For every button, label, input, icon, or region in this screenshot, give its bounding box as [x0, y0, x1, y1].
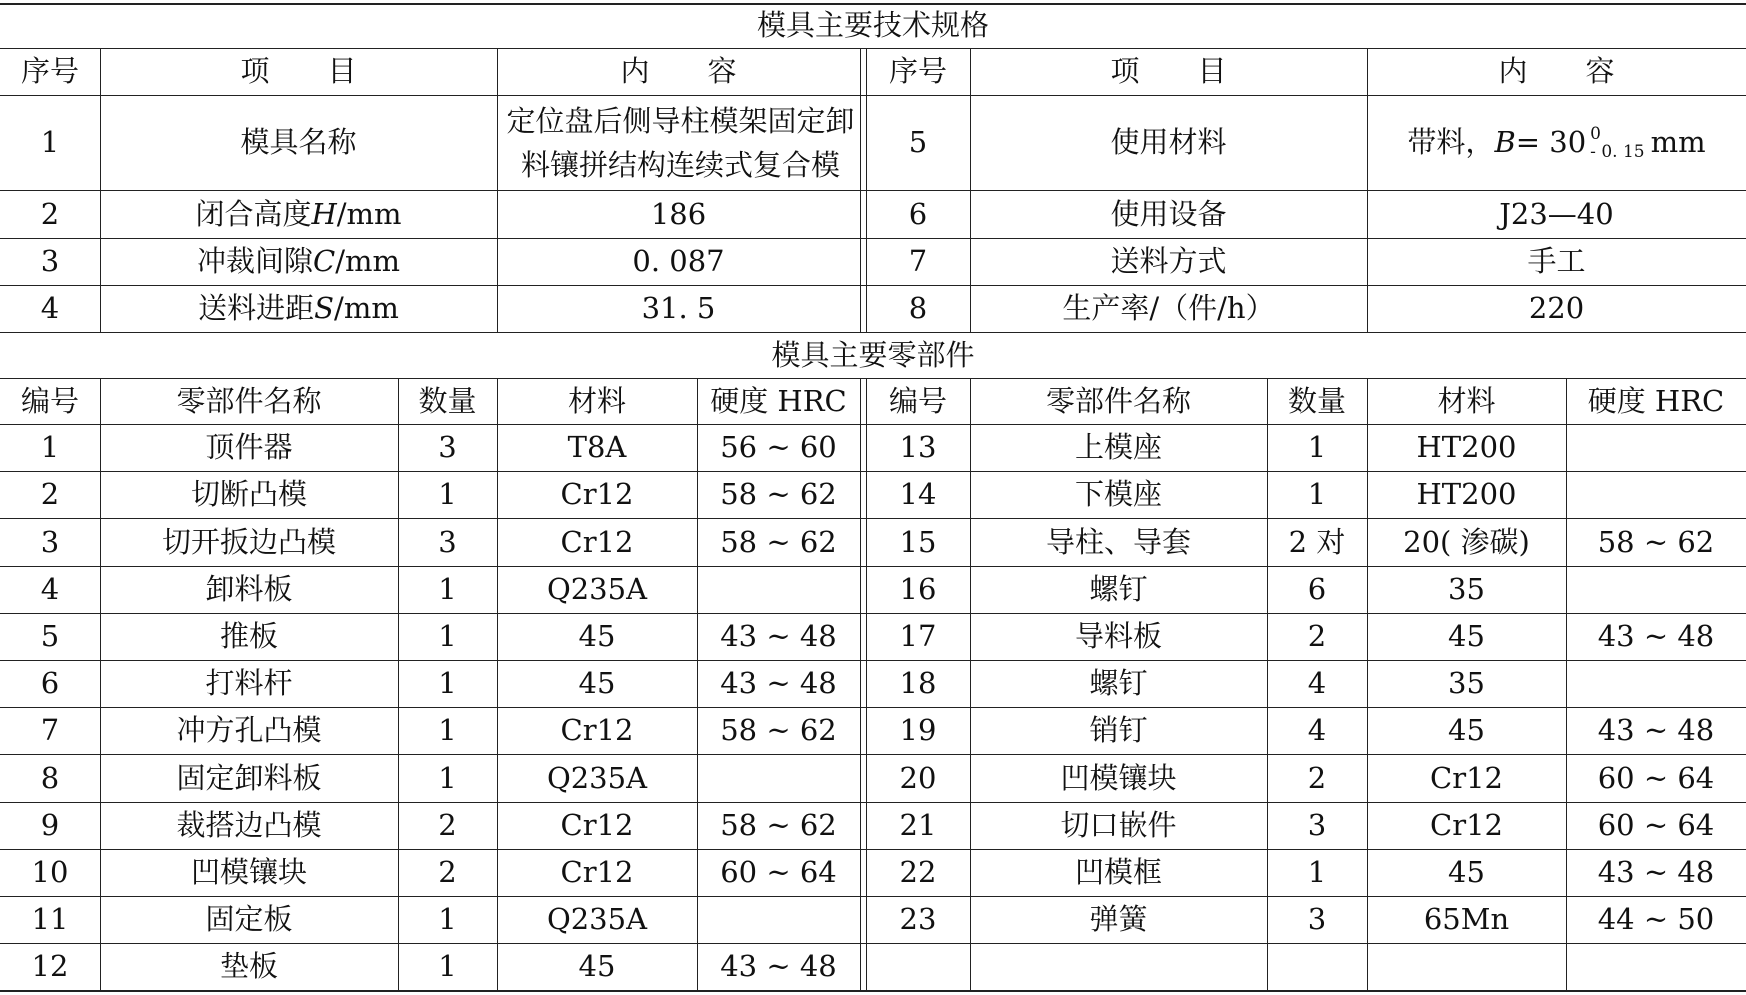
part-material: Cr12	[1430, 808, 1503, 842]
part-material: Cr12	[560, 713, 634, 747]
part-name: 凹模镶块	[190, 855, 307, 889]
part-qty: 3	[438, 524, 457, 559]
part-hardness	[697, 896, 860, 943]
spec-row-no: 8	[908, 291, 928, 325]
part-name	[970, 943, 1267, 990]
spec-row-no: 2	[40, 196, 60, 231]
part-no: 20	[899, 760, 937, 795]
spec-header-content-right: 内 容	[1498, 54, 1615, 88]
part-no: 10	[31, 855, 69, 889]
parts-header-no-right: 编号	[888, 383, 947, 418]
part-name: 上模座	[1074, 430, 1162, 464]
rule-line	[0, 990, 1746, 992]
content-line: 定位盘后侧导柱模架固定卸	[506, 103, 855, 138]
spec-row-no: 3	[40, 244, 60, 278]
part-no: 8	[40, 760, 60, 795]
part-name: 凹模框	[1074, 855, 1162, 889]
part-hardness: 58 ~ 62	[720, 713, 837, 747]
part-material: HT200	[1416, 430, 1517, 464]
part-name: 冲方孔凸模	[176, 713, 322, 747]
part-material: Q235A	[546, 902, 648, 936]
part-material: 45	[578, 666, 616, 700]
part-no	[866, 943, 970, 990]
part-no: 1	[40, 430, 60, 464]
part-name: 裁搭边凸模	[176, 808, 322, 842]
part-hardness: 58 ~ 62	[1597, 524, 1715, 559]
part-name: 销钉	[1089, 713, 1148, 747]
spec-row-item: 生产率/（件/h）	[1062, 291, 1275, 325]
content-line: 料镶拼结构连续式复合模	[520, 147, 840, 182]
item-unit: /mm	[335, 244, 400, 278]
part-no: 23	[899, 902, 937, 936]
spec-row-item	[100, 238, 497, 285]
tolerance-lower: - 0. 15	[1590, 141, 1645, 162]
parts-header-name-right: 零部件名称	[1045, 383, 1191, 418]
part-qty: 3	[1307, 808, 1327, 842]
part-name: 切开扳边凸模	[161, 524, 336, 559]
part-qty: 1	[438, 760, 457, 795]
part-hardness: 43 ~ 48	[1597, 619, 1715, 653]
part-qty: 4	[1307, 713, 1327, 747]
part-no: 15	[899, 524, 937, 559]
part-material: 65Mn	[1423, 902, 1510, 936]
part-hardness: 43 ~ 48	[1597, 855, 1715, 889]
parts-header-material-right: 材料	[1437, 383, 1496, 418]
part-material: Cr12	[560, 477, 634, 511]
part-material: 45	[1448, 619, 1485, 653]
spec-row-item: 使用设备	[1110, 196, 1227, 231]
part-qty: 1	[438, 949, 457, 983]
parts-header-material: 材料	[567, 383, 626, 418]
part-hardness	[1566, 660, 1746, 707]
part-name: 切断凸模	[190, 477, 307, 511]
part-hardness: 44 ~ 50	[1597, 902, 1715, 936]
item-label: 冲裁间隙	[197, 244, 314, 278]
part-material: 45	[578, 949, 616, 983]
part-no: 18	[899, 666, 937, 700]
spec-row-item	[100, 190, 497, 238]
part-name: 打料杆	[205, 666, 293, 700]
part-no: 19	[899, 713, 937, 747]
part-hardness: 43 ~ 48	[720, 949, 837, 983]
part-material: HT200	[1416, 477, 1517, 511]
part-hardness: 58 ~ 62	[720, 808, 837, 842]
item-unit: /mm	[336, 196, 402, 231]
part-name: 卸料板	[205, 572, 293, 606]
part-material: Cr12	[560, 855, 634, 889]
part-qty: 2 对	[1288, 524, 1346, 559]
spec-row-item: 使用材料	[1110, 125, 1227, 159]
part-qty: 1	[438, 666, 457, 700]
part-name: 凹模镶块	[1060, 760, 1177, 795]
part-material: 35	[1448, 572, 1485, 606]
part-qty: 1	[1307, 430, 1327, 464]
spec-row-content: J23—40	[1499, 196, 1614, 231]
part-qty: 6	[1307, 572, 1327, 606]
part-qty: 1	[1307, 477, 1327, 511]
item-variable: C	[313, 244, 336, 278]
part-name: 垫板	[219, 949, 278, 983]
part-no: 5	[40, 619, 60, 653]
spec-row-item: 模具名称	[240, 125, 357, 159]
part-no: 21	[899, 808, 937, 842]
part-material: Cr12	[560, 808, 634, 842]
part-material: 45	[1448, 855, 1485, 889]
part-qty: 1	[1307, 855, 1327, 889]
part-material: 20( 渗碳)	[1403, 524, 1530, 559]
part-no: 14	[899, 477, 937, 511]
part-hardness	[1566, 424, 1746, 471]
part-name: 螺钉	[1089, 666, 1148, 700]
part-material: 35	[1448, 666, 1485, 700]
spec-row-content	[1367, 95, 1746, 190]
part-hardness: 60 ~ 64	[1597, 760, 1715, 795]
spec-row-content: 31. 5	[641, 291, 716, 325]
part-hardness: 58 ~ 62	[720, 524, 837, 559]
parts-header-qty: 数量	[418, 383, 477, 418]
part-hardness: 43 ~ 48	[720, 666, 837, 700]
part-material: 45	[1448, 713, 1485, 747]
content-label: 带料，	[1407, 125, 1495, 159]
item-label: 送料进距	[198, 291, 315, 325]
part-name: 切口嵌件	[1060, 808, 1177, 842]
part-hardness	[697, 566, 860, 613]
part-material: Q235A	[546, 572, 648, 606]
column-rule	[860, 48, 861, 332]
part-no: 7	[40, 713, 60, 747]
part-hardness	[1566, 471, 1746, 518]
spec-header-no: 序号	[20, 54, 79, 88]
part-name: 导柱、导套	[1045, 524, 1191, 559]
part-qty: 1	[438, 902, 457, 936]
part-material	[1367, 943, 1566, 990]
part-name: 固定板	[205, 902, 293, 936]
part-name: 顶件器	[205, 430, 293, 464]
spec-row-no: 7	[908, 244, 928, 278]
part-hardness	[1566, 943, 1746, 990]
part-name: 螺钉	[1089, 572, 1148, 606]
part-hardness	[697, 754, 860, 802]
part-no: 16	[899, 572, 937, 606]
spec-row-no: 4	[40, 291, 60, 325]
spec-row-no: 1	[40, 125, 60, 159]
spec-header-content: 内 容	[620, 54, 737, 88]
spec-row-content: 手工	[1527, 244, 1586, 278]
column-rule	[860, 378, 861, 990]
part-no: 13	[899, 430, 937, 464]
spec-row-content: 220	[1528, 291, 1585, 325]
part-hardness: 58 ~ 62	[720, 477, 837, 511]
part-name: 固定卸料板	[176, 760, 322, 795]
part-hardness	[1566, 566, 1746, 613]
part-no: 11	[31, 902, 69, 936]
part-hardness: 43 ~ 48	[720, 619, 837, 653]
item-label: 闭合高度	[195, 196, 312, 231]
parts-header-hardness-right: 硬度 HRC	[1587, 383, 1725, 418]
spec-header-item: 项 目	[240, 54, 357, 88]
part-no: 6	[40, 666, 60, 700]
part-material: Cr12	[560, 524, 634, 559]
tolerance	[1590, 125, 1644, 161]
part-qty	[1267, 943, 1367, 990]
spec-section-title: 模具主要技术规格	[756, 8, 989, 42]
part-qty: 1	[438, 713, 457, 747]
part-hardness: 43 ~ 48	[1597, 713, 1715, 747]
item-variable: S	[314, 291, 335, 325]
parts-header-no: 编号	[20, 383, 79, 418]
part-no: 9	[40, 808, 60, 842]
part-name: 推板	[219, 619, 278, 653]
part-material: Q235A	[546, 760, 648, 795]
part-material: T8A	[567, 430, 627, 464]
parts-header-qty-right: 数量	[1287, 383, 1346, 418]
part-qty: 2	[438, 855, 457, 889]
tolerance-upper: 0	[1590, 123, 1601, 144]
part-qty: 1	[438, 572, 457, 606]
part-hardness: 56 ~ 60	[720, 430, 837, 464]
spec-row-content	[501, 95, 860, 190]
spec-row-item	[100, 285, 497, 332]
part-no: 12	[31, 949, 69, 983]
spec-row-no: 5	[908, 125, 928, 159]
part-qty: 2	[1307, 760, 1327, 795]
part-no: 2	[40, 477, 60, 511]
part-qty: 2	[1307, 619, 1327, 653]
spec-row-no: 6	[908, 196, 928, 231]
part-hardness: 60 ~ 64	[720, 855, 837, 889]
part-name: 下模座	[1074, 477, 1162, 511]
spec-row-content: 186	[650, 196, 707, 231]
spec-row-item: 送料方式	[1110, 244, 1227, 278]
parts-header-name: 零部件名称	[176, 383, 322, 418]
part-qty: 1	[438, 619, 457, 653]
spec-header-no-right: 序号	[888, 54, 947, 88]
part-name: 导料板	[1074, 619, 1162, 653]
part-no: 4	[40, 572, 60, 606]
part-qty: 3	[1307, 902, 1327, 936]
content-unit: mm	[1650, 125, 1706, 159]
part-qty: 2	[438, 808, 457, 842]
parts-section-title: 模具主要零部件	[771, 337, 975, 372]
spec-header-item-right: 项 目	[1110, 54, 1227, 88]
part-material: Cr12	[1430, 760, 1503, 795]
part-qty: 1	[438, 477, 457, 511]
part-no: 17	[899, 619, 937, 653]
part-material: 45	[578, 619, 616, 653]
part-name: 弹簧	[1089, 902, 1148, 936]
spec-row-content: 0. 087	[632, 244, 725, 278]
part-hardness: 60 ~ 64	[1597, 808, 1715, 842]
content-value: = 30	[1515, 125, 1587, 159]
item-variable: H	[311, 196, 337, 231]
part-qty: 3	[438, 430, 457, 464]
part-no: 22	[899, 855, 937, 889]
part-no: 3	[40, 524, 60, 559]
item-unit: /mm	[334, 291, 399, 325]
content-variable: B	[1494, 125, 1516, 159]
parts-header-hardness: 硬度 HRC	[710, 383, 847, 418]
part-qty: 4	[1307, 666, 1327, 700]
